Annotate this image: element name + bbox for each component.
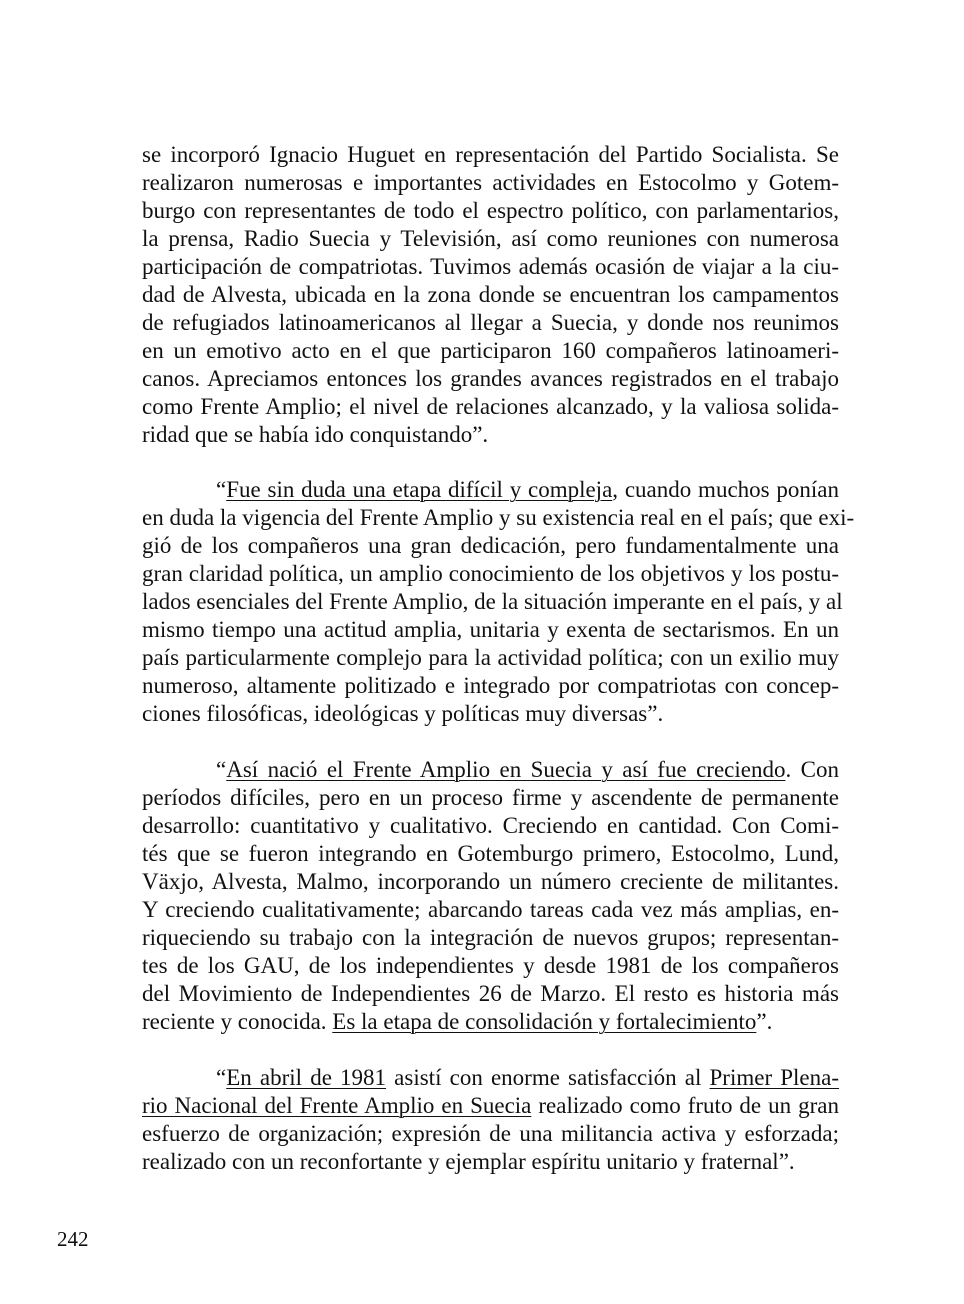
text-line [142,532,839,560]
underlined-phrase: En abril de 1981 [226,1065,387,1090]
text-line [142,672,839,700]
underlined-phrase: rio Nacional del Frente Amplio en Suecia [142,1093,532,1118]
text-line [142,169,839,197]
text-run: como Frente Amplio; el nivel de relaciones alcanzado, y la valiosa solida- [142,394,839,419]
text-run: participación de compatriotas. Tuvimos además ocasión de viajar a la ciu- [142,254,839,279]
text-run: tés que se fueron integrando en Gotemburgo primero, Estocolmo, Lund, [142,841,839,866]
text-line [142,644,839,672]
text-line [142,197,839,225]
text-line [142,337,839,365]
text-run: dad de Alvesta, ubicada en la zona donde se encuentran los campamentos [142,282,839,307]
text-line [142,253,839,281]
text-line [142,840,839,868]
text-line [142,588,843,616]
text-run: riqueciendo su trabajo con la integración de nuevos grupos; representan- [142,925,839,950]
page-number: 242 [57,1227,89,1251]
text-line [142,476,839,504]
text-run: Y creciendo cualitativamente; abarcando tareas cada vez más amplias, en- [142,897,839,922]
text-line [142,504,855,532]
text-line [142,365,839,393]
text-line [142,309,839,337]
text-run: desarrollo: cuantitativo y cualitativo. Creciendo en cantidad. Con Comi- [142,813,839,838]
text-run: la prensa, Radio Suecia y Televisión, así como reuniones con numerosa [142,226,839,251]
text-line [142,1008,839,1036]
text-run: gió de los compañeros una gran dedicación, pero fundamentalmente una [142,533,839,558]
text-run: tes de los GAU, de los independientes y desde 1981 de los compañeros [142,953,839,978]
text-run: país particularmente complejo para la actividad política; con un exilio muy [142,645,839,670]
text-run: realizado como fruto de un gran [531,1093,839,1118]
text-run: lados esenciales del Frente Amplio, de la situación imperante en el país, y al [142,589,843,614]
text-run: Växjo, Alvesta, Malmo, incorporando un número creciente de militantes. [142,869,839,894]
text-line [142,421,839,449]
text-run: de refugiados latinoamericanos al llegar a Suecia, y donde nos reunimos [142,310,839,335]
underlined-phrase: Es la etapa de consolidación y fortalecimiento [332,1009,757,1034]
text-line [142,784,839,812]
text-run: mismo tiempo una actitud amplia, unitaria y exenta de sectarismos. En un [142,617,839,642]
underlined-phrase: Primer Plena- [709,1065,839,1090]
text-line [142,896,839,924]
text-line [142,281,839,309]
text-run: se incorporó Ignacio Huguet en representación del Partido Socialista. Se [142,142,839,167]
text-run: “ [216,1065,227,1090]
text-line [142,868,839,896]
text-line [142,141,839,169]
text-line [142,1064,839,1092]
text-run: . Con [785,757,839,782]
text-line [142,756,839,784]
text-line [142,1092,839,1120]
text-run: reciente y conocida. [142,1009,333,1034]
text-run: ridad que se había ido conquistando”. [142,422,489,447]
text-run: “ [216,757,227,782]
text-line [142,952,839,980]
text-line [142,924,839,952]
text-run: , cuando muchos ponían [612,477,839,502]
text-run: numeroso, altamente politizado e integrado por compatriotas con concep- [142,673,839,698]
text-run: asistí con enorme satisfacción al [386,1065,710,1090]
text-line [142,700,839,728]
text-line [142,1120,839,1148]
text-run: gran claridad política, un amplio conocimiento de los objetivos y los postu- [142,561,839,586]
text-run: canos. Apreciamos entonces los grandes avances registrados en el trabajo [142,366,839,391]
text-line [142,393,839,421]
underlined-phrase: Así nació el Frente Amplio en Suecia y así fue creciendo [226,757,786,782]
underlined-phrase: Fue sin duda una etapa difícil y compleja [226,477,613,502]
text-run: ciones filosóficas, ideológicas y políticas muy diversas”. [142,701,664,726]
text-line [142,980,839,1008]
text-line [142,1148,839,1176]
text-run: realizado con un reconfortante y ejemplar espíritu unitario y fraternal”. [142,1149,795,1174]
text-run: “ [216,477,227,502]
text-line [142,560,839,588]
text-line [142,225,839,253]
text-run: realizaron numerosas e importantes actividades en Estocolmo y Gotem- [142,170,839,195]
text-run: en un emotivo acto en el que participaron 160 compañeros latinoameri- [142,338,839,363]
text-run: ”. [756,1009,773,1034]
text-run: en duda la vigencia del Frente Amplio y su existencia real en el país; que exi- [142,505,855,530]
text-line [142,616,839,644]
text-run: esfuerzo de organización; expresión de una militancia activa y esforzada; [142,1121,839,1146]
text-run: del Movimiento de Independientes 26 de Marzo. El resto es historia más [142,981,839,1006]
text-line [142,812,839,840]
text-run: períodos difíciles, pero en un proceso firme y ascendente de permanente [142,785,839,810]
text-run: burgo con representantes de todo el espectro político, con parlamentarios, [142,198,839,223]
